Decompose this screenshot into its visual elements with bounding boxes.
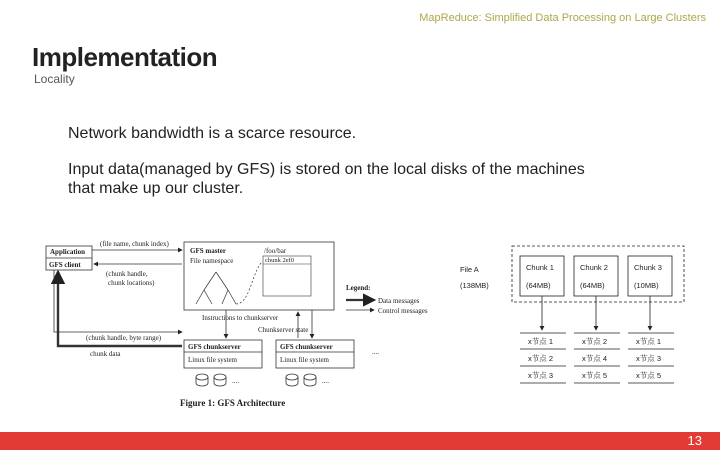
linux-fs-label-1: Linux file system [188, 356, 237, 364]
slide-title: Implementation [32, 42, 218, 72]
chunkserver-label-1: GFS chunkserver [188, 343, 241, 351]
footer-bar [0, 432, 720, 450]
legend-control: Control messages [378, 307, 428, 315]
file-a-size: (138MB) [460, 281, 489, 290]
slide-header: MapReduce: Simplified Data Processing on Large Clusters [419, 12, 706, 24]
chunk-1-node-2: x节点 2 [528, 354, 554, 363]
app-label: Application [50, 248, 86, 256]
chunk-1-node-3: x节点 3 [528, 371, 554, 380]
file-a-label: File A [460, 265, 479, 274]
chunk-1-box [520, 256, 564, 296]
chunk-3-size: (10MB) [634, 281, 659, 290]
req-label: (file name, chunk index) [100, 240, 169, 248]
namespace-label: File namespace [190, 257, 234, 265]
chunk-3-box [628, 256, 672, 296]
chunk-2-size: (64MB) [580, 281, 605, 290]
chunk-2-box [574, 256, 618, 296]
chunk-2-node-3: x节点 5 [582, 371, 608, 380]
resp-label-2: chunk locations) [108, 279, 155, 287]
chunk-label: chunk 2ef0 [265, 257, 295, 264]
chunk-1-name: Chunk 1 [526, 263, 554, 272]
gfs-client-label: GFS client [49, 261, 81, 269]
ellipsis-1: .... [232, 377, 239, 385]
byte-range-label: (chunk handle, byte range) [86, 334, 162, 342]
page-number: 13 [687, 433, 702, 448]
figure-caption: Figure 1: GFS Architecture [180, 398, 286, 408]
state-label: Chunkserver state [258, 326, 309, 334]
master-label: GFS master [190, 247, 226, 255]
chunk-1-node-1: x节点 1 [528, 337, 554, 346]
slide-subtitle: Locality [34, 72, 75, 86]
chunk-3-node-1: x节点 1 [636, 337, 662, 346]
chunk-1-size: (64MB) [526, 281, 551, 290]
chunk-2-node-1: x节点 2 [582, 337, 608, 346]
ellipsis-3: .... [372, 348, 379, 356]
linux-fs-label-2: Linux file system [280, 356, 329, 364]
file-a-dashed-box [512, 246, 684, 302]
gfs-architecture-figure [36, 232, 436, 414]
bullet-bandwidth: Network bandwidth is a scarce resource. [68, 125, 357, 142]
chunk-2-name: Chunk 2 [580, 263, 608, 272]
chunk-3-name: Chunk 3 [634, 263, 662, 272]
legend-label: Legend: [346, 284, 371, 292]
path-label: /foo/bar [264, 247, 287, 255]
legend-data: Data messages [378, 297, 420, 305]
chunkserver-label-2: GFS chunkserver [280, 343, 333, 351]
bullet-locality: Input data(managed by GFS) is stored on the local disks of the machines that make up our cluster. [68, 161, 585, 197]
instructions-label: Instructions to chunkserver [202, 314, 279, 322]
resp-label-1: (chunk handle, [106, 270, 148, 278]
chunk-3-node-2: x节点 3 [636, 354, 662, 363]
chunk-2-node-2: x节点 4 [582, 354, 608, 363]
chunk-3-node-3: x节点 5 [636, 371, 662, 380]
ellipsis-2: .... [322, 377, 329, 385]
file-split-diagram [440, 238, 710, 396]
chunk-data-label: chunk data [90, 350, 121, 358]
